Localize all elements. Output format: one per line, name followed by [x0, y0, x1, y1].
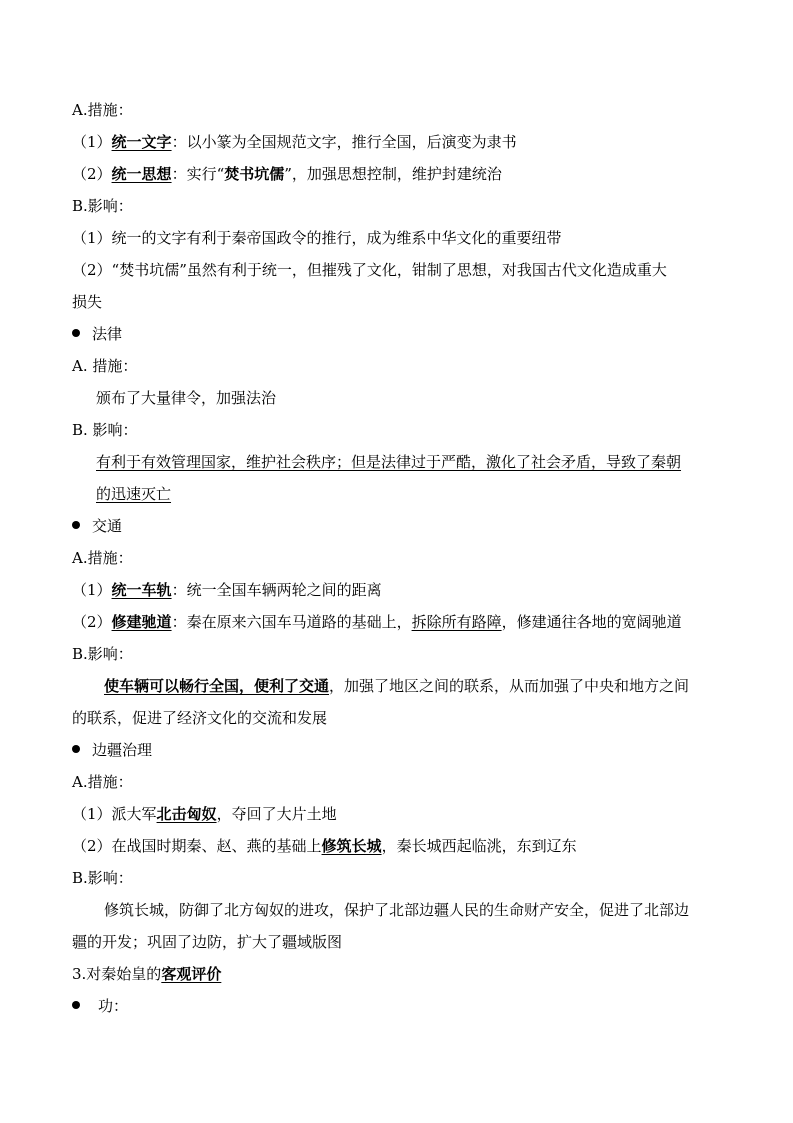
term-unify-axle: 统一车轨: [111, 581, 172, 599]
transport-impact-heading: B.影响：: [72, 645, 133, 663]
bullet-icon: [72, 745, 80, 753]
item-unify-axle: （1）统一车轨：统一全国车辆两轮之间的距离: [72, 581, 382, 599]
transport-measures-heading: A.措施：: [72, 549, 133, 567]
item-build-roads: （2）修建驰道：秦在原来六国车马道路的基础上，拆除所有路障，修建通往各地的宽阔驰道: [72, 613, 682, 631]
frontier-impact-text-cont: 疆的开发；巩固了边防，扩大了疆域版图: [72, 933, 343, 951]
impact-item-2-cont: 损失: [72, 293, 103, 311]
bullet-transport: 交通: [72, 516, 733, 536]
item-unify-thought: （2）统一思想：实行“焚书坑儒”，加强思想控制，维护封建统治: [72, 165, 502, 183]
bullet-icon: [72, 521, 80, 529]
frontier-measures-heading: A.措施：: [72, 773, 133, 791]
law-impact-text-cont: 的迅速灭亡: [96, 485, 172, 503]
item-great-wall: （2）在战国时期秦、赵、燕的基础上修筑长城，秦长城西起临洮，东到辽东: [72, 837, 577, 855]
law-impact-text: 有利于有效管理国家，维护社会秩序；但是法律过于严酷，激化了社会矛盾，导致了秦朝: [96, 453, 682, 471]
term-vehicles-travel: 使车辆可以畅行全国，便利了交通: [104, 677, 330, 695]
term-unify-script: 统一文字: [111, 133, 172, 151]
bullet-merits: 功：: [72, 996, 733, 1016]
measures-heading: A.措施：: [72, 101, 133, 119]
bullet-frontier: 边疆治理: [72, 740, 733, 760]
law-impact-heading: B. 影响：: [72, 421, 138, 439]
impact-item-2: （2）“焚书坑儒”虽然有利于统一，但摧残了文化，钳制了思想，对我国古代文化造成重大: [72, 261, 667, 279]
term-burn-books: 焚书坑儒: [224, 165, 285, 183]
frontier-impact-heading: B.影响：: [72, 869, 133, 887]
term-remove-barriers: 拆除所有路障: [411, 613, 502, 631]
item-unify-script: （1）统一文字：以小篆为全国规范文字，推行全国，后演变为隶书: [72, 133, 517, 151]
term-unify-thought: 统一思想: [111, 165, 172, 183]
law-measures-heading: A. 措施：: [72, 357, 138, 375]
item-attack-xiongnu: （1）派大军北击匈奴，夺回了大片土地: [72, 805, 337, 823]
section-3-heading: 3.对秦始皇的客观评价: [72, 965, 222, 983]
bullet-icon: [72, 1001, 80, 1009]
transport-impact-text: 使车辆可以畅行全国，便利了交通，加强了地区之间的联系，从而加强了中央和地方之间: [104, 677, 690, 695]
frontier-impact-text: 修筑长城，防御了北方匈奴的进攻，保护了北部边疆人民的生命财产安全，促进了北部边: [104, 901, 690, 919]
impact-item-1: （1）统一的文字有利于秦帝国政令的推行，成为维系中华文化的重要纽带: [72, 229, 562, 247]
term-objective-evaluation: 客观评价: [161, 965, 222, 983]
transport-impact-text-cont: 的联系，促进了经济文化的交流和发展: [72, 709, 328, 727]
term-attack-xiongnu: 北击匈奴: [156, 805, 217, 823]
bullet-law: 法律: [72, 324, 733, 344]
term-build-roads: 修建驰道: [111, 613, 172, 631]
bullet-icon: [72, 329, 80, 337]
term-great-wall: 修筑长城: [321, 837, 382, 855]
law-measure-text: 颁布了大量律令，加强法治: [96, 389, 277, 407]
impact-heading: B.影响：: [72, 197, 133, 215]
